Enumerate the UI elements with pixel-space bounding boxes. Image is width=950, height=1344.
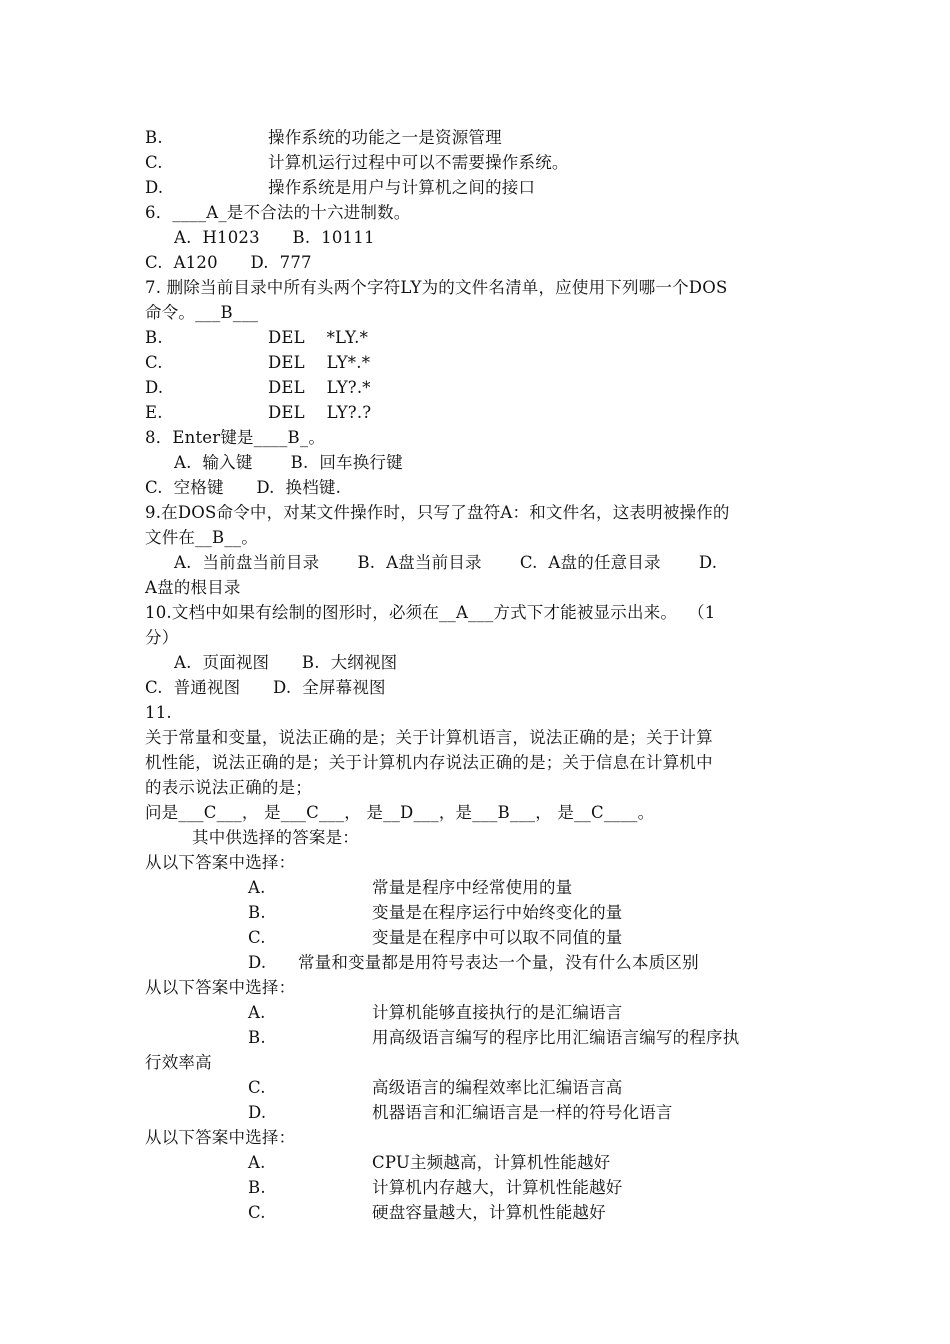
- option-text: 计算机内存越大，计算机性能越好: [372, 1178, 623, 1197]
- q6-options-line2: C. A120 D. 777: [145, 253, 312, 272]
- choice-option: [248, 1176, 623, 1200]
- q6-stem: 6．____A_是不合法的十六进制数。: [145, 203, 411, 222]
- option-text: DEL LY?.*: [268, 378, 371, 397]
- option-text: 变量是在程序中可以取不同值的量: [372, 928, 623, 947]
- q10-stem-line2: 分）: [145, 628, 179, 647]
- q7-stem-line2: 命令。___B___: [145, 303, 259, 322]
- group-heading: 从以下答案中选择：: [145, 978, 296, 997]
- option-key: D.: [248, 953, 267, 972]
- q5-option-c: [145, 151, 569, 175]
- option-text: 常量是程序中经常使用的量: [372, 878, 573, 897]
- q8-options-line2: C. 空格键 D. 换档键.: [145, 478, 342, 497]
- q10-options-line2: C. 普通视图 D. 全屏幕视图: [145, 678, 386, 697]
- q10-options-line1: A. 页面视图 B. 大纲视图: [174, 653, 398, 672]
- q9-stem-line2: 文件在__B__。: [145, 528, 258, 547]
- q10-stem-line1: 10.文档中如果有绘制的图形时，必须在__A___方式下才能被显示出来。 （1: [145, 603, 716, 622]
- option-text: 计算机能够直接执行的是汇编语言: [372, 1003, 623, 1022]
- option-text: 变量是在程序运行中始终变化的量: [372, 903, 623, 922]
- option-text: 机器语言和汇编语言是一样的符号化语言: [372, 1103, 673, 1122]
- option-key: A.: [248, 878, 266, 897]
- choice-option: [248, 1101, 673, 1125]
- choice-option: [248, 901, 623, 925]
- option-key: C.: [145, 353, 163, 372]
- q7-option-c: [145, 351, 371, 375]
- q11-answers-line: 问是___C___， 是___C___， 是__D___，是___B___， 是__C____。: [145, 803, 655, 822]
- q11-choices-intro: 其中供选择的答案是：: [192, 828, 359, 847]
- option-key: E.: [145, 403, 163, 422]
- q9-stem-line1: 9.在DOS命令中，对某文件操作时，只写了盘符A：和文件名，这表明被操作的: [145, 503, 730, 522]
- choice-option: [248, 1201, 606, 1225]
- q9-options-line2: A盘的根目录: [145, 578, 241, 597]
- choice-option: [248, 1151, 611, 1175]
- option-key: D.: [145, 378, 164, 397]
- option-key: B.: [248, 1178, 266, 1197]
- q9-options-line1: A. 当前盘当前目录 B. A盘当前目录 C. A盘的任意目录 D.: [174, 553, 718, 572]
- option-key: D.: [145, 178, 164, 197]
- option-text: DEL LY?.?: [268, 403, 372, 422]
- option-key: C.: [248, 1078, 266, 1097]
- option-key: B.: [248, 903, 266, 922]
- q6-options-line1: A. H1023 B. 10111: [174, 228, 375, 247]
- option-continuation: 行效率高: [145, 1053, 212, 1072]
- q11-number: 11.: [145, 703, 172, 722]
- choice-option: [248, 1026, 740, 1050]
- q7-option-e: [145, 401, 372, 425]
- option-key: B.: [145, 328, 163, 347]
- q8-options-line1: A. 输入键 B. 回车换行键: [174, 453, 403, 472]
- choice-option: [248, 1076, 623, 1100]
- q7-stem-line1: 7. 删除当前目录中所有头两个字符LY为的文件名清单，应使用下列哪一个DOS: [145, 278, 728, 297]
- option-text: CPU主频越高，计算机性能越好: [372, 1153, 611, 1172]
- option-text: 硬盘容量越大，计算机性能越好: [372, 1203, 606, 1222]
- q5-option-b: [145, 126, 502, 150]
- option-key: B.: [145, 128, 163, 147]
- q11-stem-line2: 机性能，说法正确的是；关于计算机内存说法正确的是；关于信息在计算机中: [145, 753, 713, 772]
- choice-option: [248, 1001, 623, 1025]
- option-text: 操作系统的功能之一是资源管理: [268, 128, 502, 147]
- option-text: 高级语言的编程效率比汇编语言高: [372, 1078, 623, 1097]
- option-key: D.: [248, 1103, 267, 1122]
- option-text: DEL LY*.*: [268, 353, 371, 372]
- q7-option-d: [145, 376, 371, 400]
- option-text: 用高级语言编写的程序比用汇编语言编写的程序执: [372, 1028, 740, 1047]
- option-text: 计算机运行过程中可以不需要操作系统。: [268, 153, 569, 172]
- option-text: DEL *LY.*: [268, 328, 369, 347]
- q8-stem: 8．Enter键是____B_。: [145, 428, 326, 447]
- choice-option: [248, 876, 573, 900]
- q11-stem-line3: 的表示说法正确的是；: [145, 778, 312, 797]
- choice-option: [248, 951, 699, 975]
- option-key: A.: [248, 1003, 266, 1022]
- q7-option-b: [145, 326, 369, 350]
- choice-option: [248, 926, 623, 950]
- group-heading: 从以下答案中选择：: [145, 1128, 296, 1147]
- q5-option-d: [145, 176, 536, 200]
- option-key: C.: [248, 928, 266, 947]
- option-key: A.: [248, 1153, 266, 1172]
- q11-stem-line1: 关于常量和变量，说法正确的是；关于计算机语言，说法正确的是；关于计算: [145, 728, 713, 747]
- option-text: 操作系统是用户与计算机之间的接口: [268, 178, 536, 197]
- option-key: C.: [145, 153, 163, 172]
- option-key: B.: [248, 1028, 266, 1047]
- group-heading: 从以下答案中选择：: [145, 853, 296, 872]
- option-key: C.: [248, 1203, 266, 1222]
- option-text: 常量和变量都是用符号表达一个量，没有什么本质区别: [298, 953, 699, 972]
